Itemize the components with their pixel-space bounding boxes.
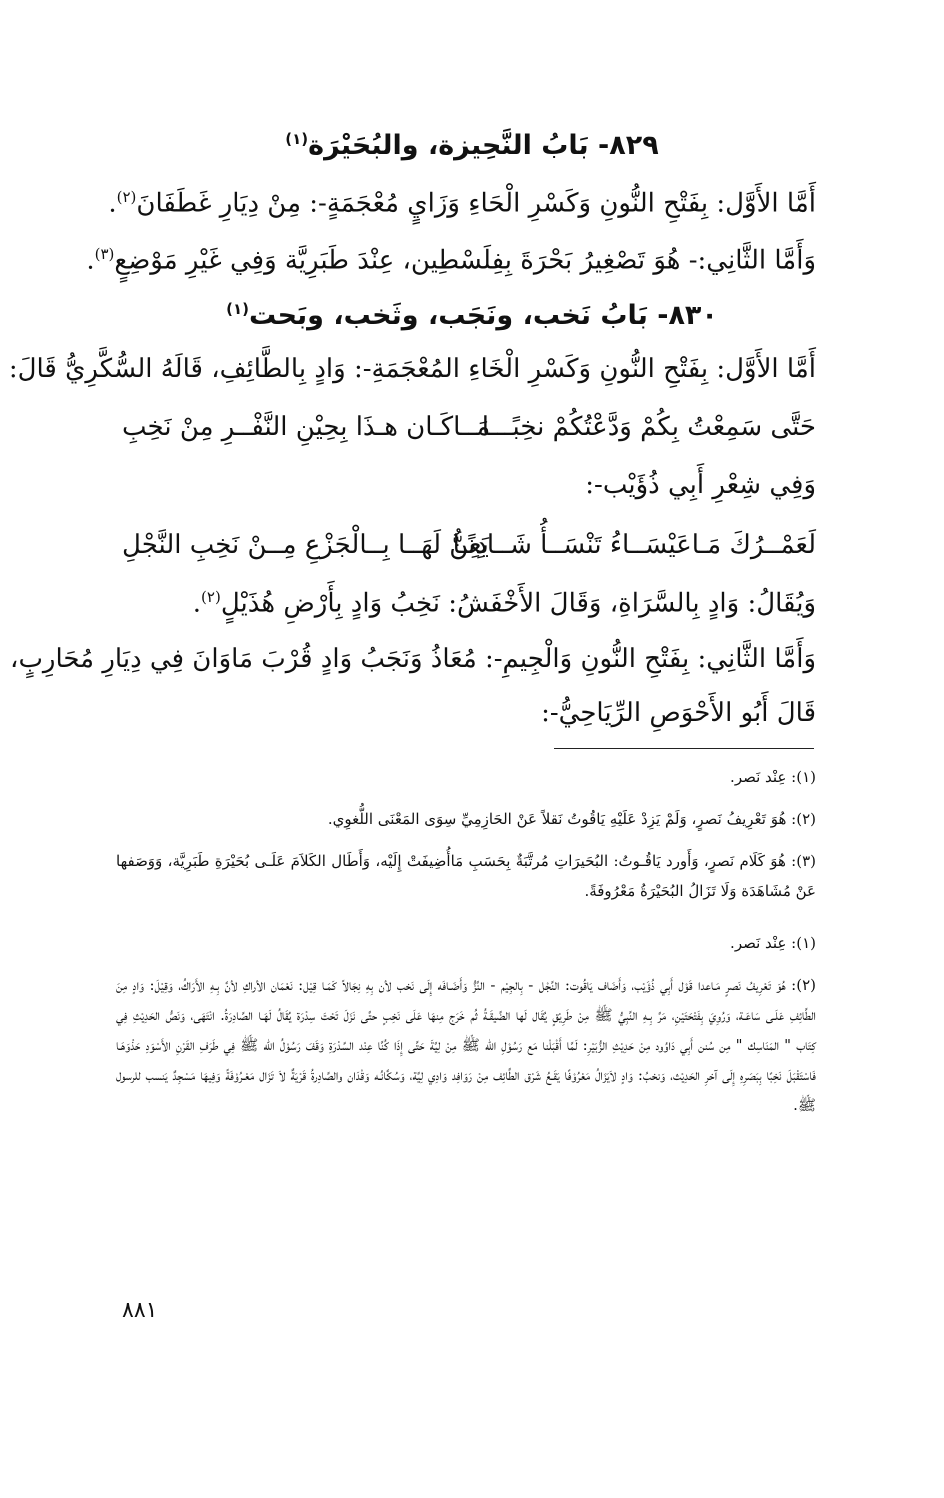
section-830-line-1-text: أَمَّا الأَوَّل: بِفَتْحِ النُّونِ وَكَسْرِ الْخَاءِ المُعْجَمَةِ-: وَادٍ بِالطَّائِفِ، قَالَهُ السُّكَّرِيُّ قَالَ:: [8, 354, 816, 384]
section-830-line-5: [116, 698, 816, 728]
section-830-line-3: وَيُقَالُ: وَادٍ بِالسَّرَاةِ، وَقَالَ الأَخْفَشُ: نَخِبُ وَادٍ بِأَرْضِ هُذَيْلٍ$^{(٢)}$.: [192, 588, 816, 619]
section-829-heading: [0, 130, 944, 161]
verse-1-first-hemistich: حَتَّى سَمِعْتُ بِكُمْ وَدَّعْتُكُمْ نخِبًـــا: [481, 412, 816, 442]
section-830-heading: [0, 300, 944, 331]
section-830-line-2-text: وَفِي شِعْرِ أَبِي ذُؤَيْب-:: [585, 470, 816, 500]
footnote-1b: (١): عِنْد نَصر.: [730, 934, 816, 952]
section-829-line-2-text: وَأَمَّا الثَّانِي:- هُوَ تَصْغِيرُ بَحْرَةَ بِفِلَسْطِين، عِنْدَ طَبَرِيَّة وَفِي غَيْرِ مَوْضِعٍ: [114, 245, 816, 276]
section-830-line-3-text: وَيُقَالُ: وَادٍ بِالسَّرَاةِ، وَقَالَ الأَخْفَشُ: نَخِبُ وَادٍ بِأَرْضِ هُذَيْلٍ: [220, 588, 816, 619]
section-829-heading-text: ٨٢٩- بَابُ النَّحِيزة، والبُحَيْرَة: [308, 130, 659, 161]
footnote-ref: (١): [226, 300, 249, 318]
section-830-line-4: [10, 644, 816, 674]
page-number: ٨٨١: [122, 1298, 158, 1323]
verse-1-second-hemistich: مَــاكَـان هـذَا بِحِيْنِ النَّفْــرِ مِنْ نَخِبِ: [122, 412, 491, 442]
footnote-separator: [554, 748, 814, 749]
section-830-line-1: [8, 354, 816, 384]
section-830-line-4-text: وَأَمَّا الثَّانِي: بِفَتْحِ النُّونِ وَالْجِيمِ-: مُعَاذُ وَنَجَبُ وَادٍ قُرْبَ مَاوَانَ فِي دِيَارِ مُحَارِبٍ،: [10, 644, 816, 674]
footnote-ref: (٣): [94, 245, 115, 263]
verse-2-first-hemistich: لَعَمْــرُكَ مَـاعَيْسَــاءُ تَنْسَــأُ شَــادِنًـا: [452, 530, 816, 560]
section-830-heading-text: ٨٣٠- بَابُ نَخب، ونَجَب، وثَخب، وبَحت: [248, 300, 718, 331]
footnote-1a: (١): عِنْد نَصر.: [730, 768, 816, 786]
footnote-ref: (٢): [201, 588, 221, 606]
section-830-line-2: [116, 470, 816, 500]
footnote-2a: (٢): هُوَ تَعْرِيفُ نَصرٍ، وَلَمْ يَزِدْ عَلَيْهِ يَاقُوتُ نَقلاً عَنْ الحَازِمِيِّ سِوَى المَعْنَى اللُّغوِي.: [327, 810, 816, 828]
section-829-line-1: أَمَّا الأَوَّل: بِفَتْحِ النُّونِ وَكَسْرِ الْحَاءِ وَزَايٍ مُعْجَمَةٍ-: مِنْ دِيَارِ غَطَفَانَ$^{(٢)}$.: [108, 188, 816, 219]
section-829-line-2: وَأَمَّا الثَّانِي:- هُوَ تَصْغِيرُ بَحْرَةَ بِفِلَسْطِين، عِنْدَ طَبَرِيَّة وَفِي غَيْرِ مَوْضِعٍ$^{(٣)}$.: [86, 245, 816, 276]
footnote-ref: (١): [285, 130, 309, 148]
section-830-line-5-text: قَالَ أَبُو الأَحْوَصِ الرِّيَاحِيُّ-:: [541, 698, 816, 728]
footnote-3a: (٣): هُوَ كَلَام نَصرٍ، وَأَورد يَاقُـوتُ: البُحَيرَاتِ مُرتَّبَةٌ بِحَسَبِ مَاأُضِيفَتْ إِلَيْه، وَأَطَال الكَلاَمَ عَلَـى بُحَيْرَةِ طَبَرِيَّة، وَوَصَفها عَنْ مُشَاهَدَة وَلَا تَزَالُ البُحَيْرَةُ مَعْرُوفَةً.: [116, 852, 816, 900]
footnote-ref: (٢): [116, 188, 137, 206]
verse-2-second-hemistich: يَعِنُّ لَهَــا بِــالْجَزْعِ مِــنْ نَخِبِ النَّجْلِ: [122, 530, 489, 560]
footnote-2b: (٢): هُوَ تَعْرِيفُ نَصرٍ مَـاعدا قَوْل أَبِي ذُؤَيْب، وَأَضَاف يَاقُوت: النَّجْل - بِالجِيْم - النَّزُّ وَأَضَـافَه إِلَى نَخب لأن بِهِ نِجَالاً كَمَـا قِيْل: نَعْمَان الأراكِ لأنَّ بِـهِ الأَرَاكُ، وَقِيْلَ: وَادٍ مِنَ الطَّائِفِ عَلَـى سَاعَـة، وَرُوِيَ بِفَتْحَتَيْنِ، مَرَّ بِـهِ النَّبِيُّ ﷺ مِنْ طَرِيْقٍ يُقَال لَها الضَّيقَـةُ ثُم خَرَج مِنهَا عَلَى نَخِبٍ حتَّى نَزَلَ تَحْتَ سِدْرَة يُقَالُ لَهَـا الصَّادِرَةُ. انْتَهَى، وَنَصُّ الحَدِيْثِ فِي كِتَاب " المَنَاسِك " مِن سُنن أَبِي دَاوُود مِنْ حَدِيْثِ الزُّبَيْرِ: لَمَّا أَقْبَلْنا مَع رَسُوْلِ الله ﷺ مِنْ لِيَّةَ حَتَّى إِذَا كُنَّا عِنْد السِّدْرَةِ وَقَفَ رَسُوْلُ الله ﷺ فِي طَرَفِ القَرْنِ الأَسْوَدِ حَذْوَهَـا فَاسْتَقْبَلَ نَخِبًا بِبَصَرِهِ إِلَى آخرِ الحَدِيْث، وَنخبُ: وَادٍ لاَيَزَالُ مَعْرُوْفًا يَقَـعُ شَرْق الطَّائِف مِنْ رَوَافِد وَادِي لِيَّة، وَسُكَّانُـه وَقْدَان والصَّادِرةُ قَرْيَةٌ لاَ تَزَال مَعْـرُوْفَةً وَفِيهَا مَسْجِدٌ يَنسب للرسول ﷺ.: [116, 976, 816, 1114]
section-829-line-1-text: أَمَّا الأَوَّل: بِفَتْحِ النُّونِ وَكَسْرِ الْحَاءِ وَزَايٍ مُعْجَمَةٍ-: مِنْ دِيَارِ غَطَفَانَ: [136, 188, 816, 219]
